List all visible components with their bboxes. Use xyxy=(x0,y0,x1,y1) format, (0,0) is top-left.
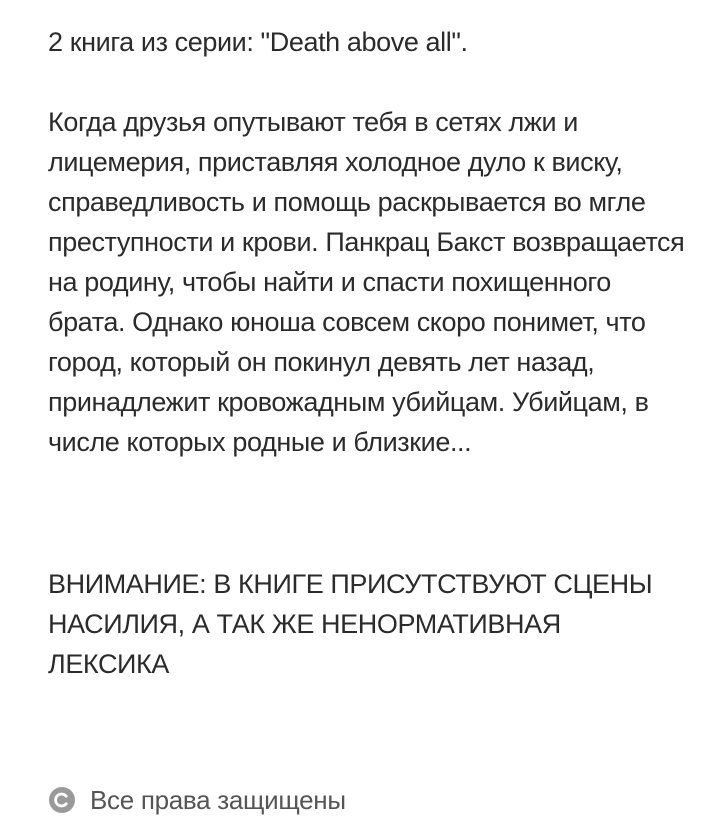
book-description: Когда друзья опутывают тебя в сетях лжи и лицемерия, приставляя холодное дуло к виску, справедливость и помощь раскрывается во мгле преступности и крови. Панкрац Бакст возвращается на родину, чтобы найти и спасти похищенного брата. Однако юноша совсем скоро понимет, что город, который он покинул девять лет назад, принадлежит кровожадным убийцам. Убийцам, в числе которых родные и близкие... xyxy=(48,107,685,457)
content-warning: ВНИМАНИЕ: В КНИГЕ ПРИСУТСТВУЮТ СЦЕНЫ НАСИЛИЯ, А ТАК ЖЕ НЕНОРМАТИВНАЯ ЛЕКСИКА xyxy=(48,569,653,679)
copyright-label: Все права защищены xyxy=(90,785,346,815)
book-annotation xyxy=(48,22,688,684)
series-line: 2 книга из серии: "Death above all". xyxy=(48,27,468,57)
copyright-notice xyxy=(48,783,346,817)
copyright-icon xyxy=(48,786,76,814)
